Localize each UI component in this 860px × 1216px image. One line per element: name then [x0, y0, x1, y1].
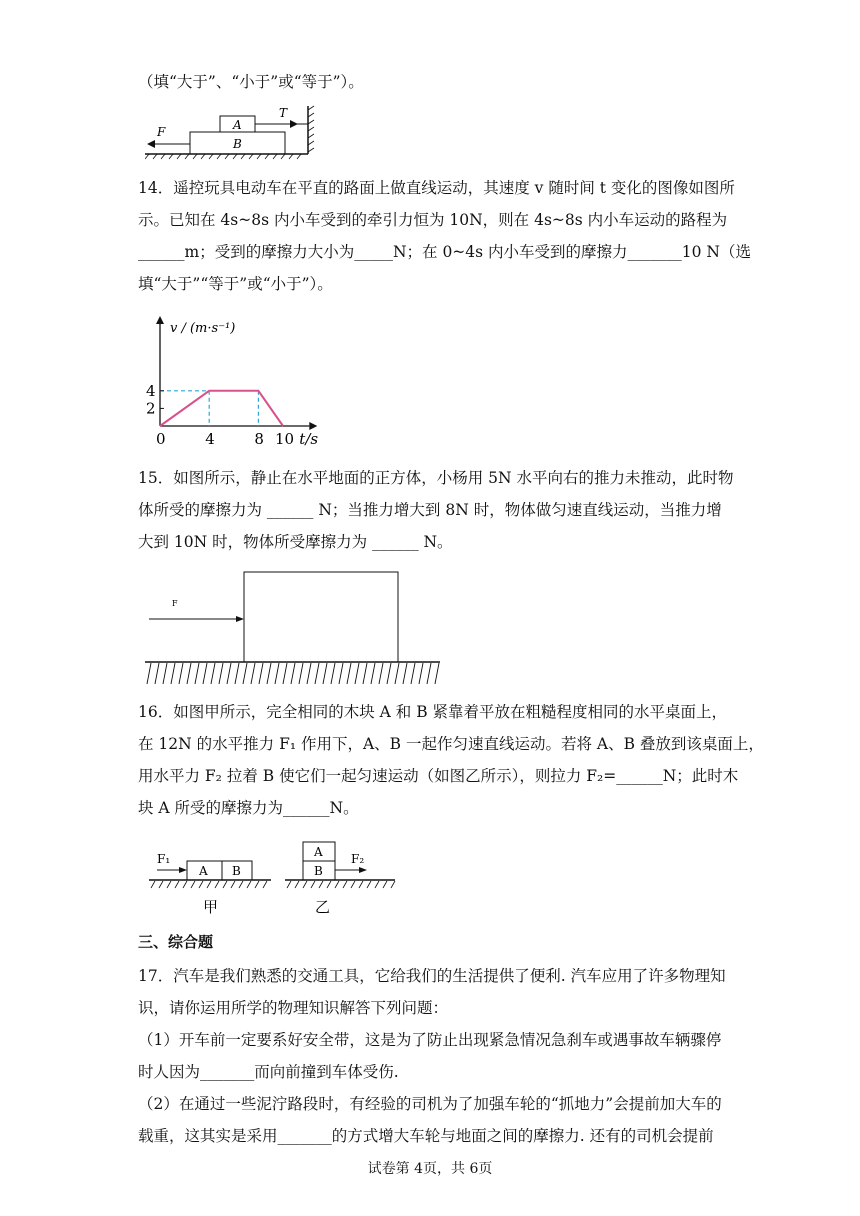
- q14-line-1: 14．遥控玩具电动车在平直的路面上做直线运动，其速度 v 随时间 t 变化的图像如图所: [138, 179, 735, 197]
- q15-figure: [145, 568, 445, 686]
- x-axis-arrow: [309, 422, 317, 430]
- q15-line-1: 15．如图所示，静止在水平地面的正方体，小杨用 5N 水平向右的推力未推动，此时物: [138, 469, 734, 487]
- figure-yi: [285, 842, 395, 916]
- q15-line-3: 大到 10N 时，物体所受摩擦力为 ______ N。: [138, 533, 453, 551]
- q17-line-6: 载重，这其实是采用_______的方式增大车轮与地面之间的摩擦力. 还有的司机会提前: [138, 1127, 714, 1145]
- y-axis-label: v / (m·s⁻¹): [170, 321, 236, 336]
- jia-label-a: A: [199, 864, 208, 878]
- velocity-line: [160, 391, 283, 426]
- label-a: A: [233, 118, 242, 132]
- x-axis-label: t/s: [299, 430, 319, 448]
- q16-line-2: 在 12N 的水平推力 F₁ 作用下，A、B 一起作匀速直线运动。若将 A、B 叠放到该桌面上，: [138, 735, 764, 753]
- q14-line-3: ______m；受到的摩擦力大小为_____N；在 0~4s 内小车受到的摩擦力_______10 N（选: [138, 243, 751, 261]
- y-tick-2: 2: [146, 399, 156, 418]
- yi-label-f2: F₂: [351, 852, 365, 866]
- cube: [244, 572, 398, 662]
- q17-line-2: 识，请你运用所学的物理知识解答下列问题：: [138, 999, 449, 1017]
- q16-line-1: 16．如图甲所示，完全相同的木块 A 和 B 紧靠着平放在粗糙程度相同的水平桌面上，: [138, 703, 728, 721]
- q17-line-5: （2）在通过一些泥泞路段时，有经验的司机为了加强车轮的“抓地力”会提前加大车的: [138, 1095, 722, 1113]
- x-tick-4: 4: [205, 430, 215, 448]
- x-tick-8: 8: [254, 430, 264, 448]
- q13-tail: （填“大于”、“小于”或“等于”）。: [138, 73, 364, 91]
- x-tick-0: 0: [156, 430, 166, 448]
- section-title: 三、综合题: [138, 933, 214, 951]
- page-footer: 试卷第 4页，共 6页: [367, 1161, 493, 1177]
- q17-line-1: 17．汽车是我们熟悉的交通工具，它给我们的生活提供了便利. 汽车应用了许多物理知: [138, 967, 726, 985]
- label-t: T: [279, 106, 288, 120]
- jia-label-f1: F₁: [157, 852, 171, 866]
- figure-jia: [149, 852, 271, 916]
- q16-figure: [145, 836, 400, 918]
- jia-label-b: B: [232, 864, 241, 878]
- yi-label-a: A: [314, 845, 323, 859]
- q14-line-2: 示。已知在 4s~8s 内小车受到的牵引力恒为 10N，则在 4s~8s 内小车运动的路程为: [138, 211, 728, 229]
- y-axis-arrow: [156, 316, 164, 324]
- label-f: F: [157, 125, 166, 139]
- y-tick-4: 4: [146, 381, 156, 400]
- yi-caption: 乙: [315, 898, 331, 916]
- q17-line-4: 时人因为_______而向前撞到车体受伤.: [138, 1063, 399, 1081]
- q15-line-2: 体所受的摩擦力为 ______ N；当推力增大到 8N 时，物体做匀速直线运动，当推力增: [138, 501, 722, 519]
- label-b: B: [233, 137, 242, 151]
- x-tick-10: 10: [275, 430, 295, 448]
- q16-line-4: 块 A 所受的摩擦力为______N。: [138, 799, 359, 817]
- jia-caption: 甲: [203, 898, 219, 916]
- q13-figure: [145, 104, 320, 160]
- q14-line-4: 填“大于”“等于”或“小于”）。: [138, 275, 333, 293]
- q16-line-3: 用水平力 F₂ 拉着 B 使它们一起匀速运动（如图乙所示），则拉力 F₂=______N；此时木: [138, 767, 739, 785]
- label-f: F: [172, 599, 178, 608]
- q17-line-3: （1）开车前一定要系好安全带，这是为了防止出现紧急情况急刹车或遇事故车辆骤停: [138, 1031, 722, 1049]
- yi-label-b: B: [314, 864, 323, 878]
- vt-chart: [140, 312, 340, 450]
